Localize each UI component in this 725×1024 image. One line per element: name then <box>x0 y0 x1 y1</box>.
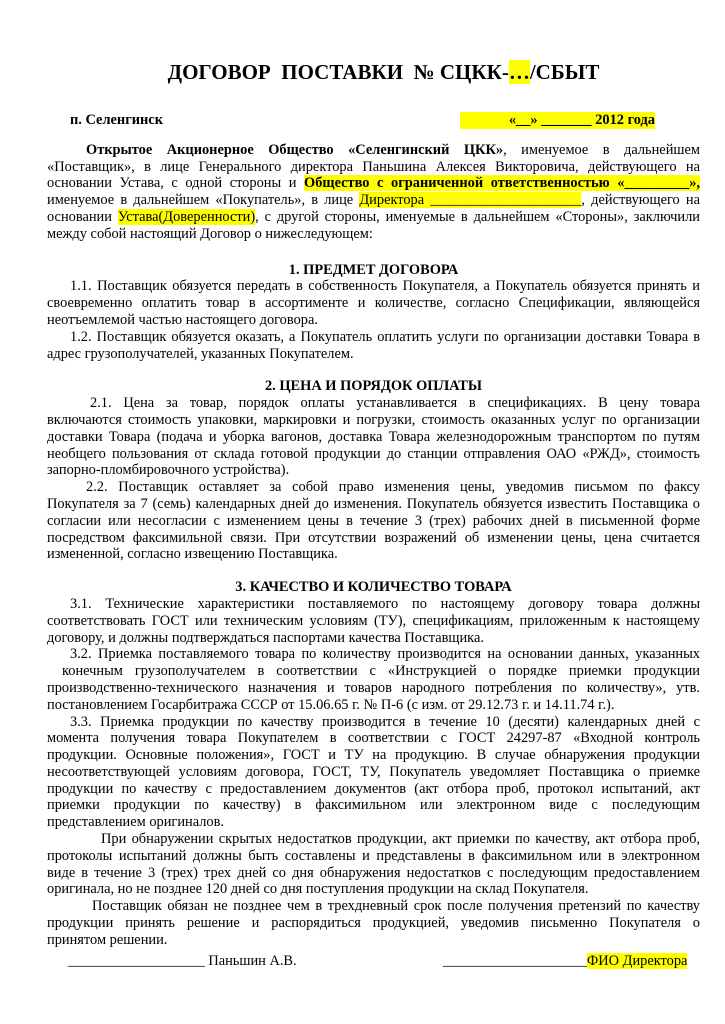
section-2 <box>47 378 700 563</box>
text-line <box>47 142 700 159</box>
text-line: договору, и должны подтверждаться паспортами качества Поставщика. <box>47 629 484 646</box>
text-line: своевременно оплатить товар в ассортименте и количестве, согласно Спецификации, являющейся <box>47 295 700 312</box>
text-segment: , действующего на <box>581 192 700 209</box>
text-line: запорно-пломбировочного устройства). <box>47 462 290 479</box>
contract-number-placeholder: … <box>508 60 530 84</box>
text-line: конечным грузополучателем в соответствии с «Инструкцией о порядке приемки продукции <box>62 663 700 680</box>
title-suffix: /СБЫТ <box>529 60 600 84</box>
text-line: адрес грузополучателей, указанных Покупателем. <box>47 345 354 362</box>
section-heading: 1. ПРЕДМЕТ ДОГОВОРА <box>288 261 459 278</box>
document-title <box>47 60 700 84</box>
section-1 <box>47 262 700 363</box>
text-line: посредством факсимильной связи. При отсутствии возражений об изменении цены, цена считается <box>47 529 700 546</box>
buyer-director-placeholder: Директора _____________________ <box>359 192 582 209</box>
claims-decision-paragraph <box>47 898 700 948</box>
section-3 <box>47 579 700 949</box>
text-line <box>47 175 700 192</box>
text-line: протоколы испытаний должны быть составлены и представлены в факсимильном или в электронном <box>47 847 700 864</box>
text-line: представлением оригиналов. <box>47 814 225 831</box>
supplier-signature <box>68 953 297 970</box>
text-line <box>47 226 700 243</box>
text-line: 3.1. Технические характеристики поставляемого по настоящему договору товара должны <box>70 595 700 612</box>
section-heading: 3. КАЧЕСТВО И КОЛИЧЕСТВО ТОВАРА <box>235 579 512 596</box>
buyer-authority-placeholder: Устава(Доверенности) <box>117 208 256 225</box>
clause-2-1 <box>47 395 700 479</box>
preamble-paragraph <box>47 142 700 243</box>
text-line: постановлением Госарбитража СССР от 15.06.65 г. № П-6 (с изм. от 29.12.73 г. и 14.11.74 г.). <box>47 696 615 713</box>
city-label: п. Селенгинск <box>70 112 163 128</box>
text-line: неотъемлемой частью настоящего договора. <box>47 311 318 328</box>
text-segment: основании <box>47 208 118 225</box>
text-segment: основании Устава, с одной стороны и <box>47 175 305 192</box>
text-line: 2.2. Поставщик оставляет за собой право изменения цены, уведомив письмом по факсу <box>86 479 700 496</box>
text-line: включаются стоимость упаковки, маркировки и погрузки, стоимость оказанных услуг по организации <box>47 411 700 428</box>
clause-3-3 <box>47 714 700 832</box>
clause-1-2 <box>47 329 700 363</box>
text-line: измененной, согласно извещению Поставщика. <box>47 546 338 563</box>
text-line: согласии или несогласии с изменением цены в течение 3 (трех) рабочих дней в письменной форме <box>47 512 700 529</box>
text-line: момента получения товара Покупателем в соответствии с ГОСТ 24297-87 «Входной контроль <box>47 730 700 747</box>
signature-line: ___________________ <box>68 952 205 969</box>
buyer-name-placeholder: Общество с ограниченной ответственностью «_________», <box>304 175 700 192</box>
text-segment: между собой настоящий Договор о нижеследующем: <box>47 225 373 242</box>
signature-block <box>47 953 700 970</box>
supplier-signatory-name: Паньшин А.В. <box>204 952 297 969</box>
text-line: несоответствующей условиям договора, ГОСТ, ТУ, Покупатель уведомляет Поставщика о приемке <box>47 763 700 780</box>
text-line: доставки Товара (подача и уборка вагонов, доставка Товара железнодорожным транспортом по путям <box>47 428 700 445</box>
text-line: 1.1. Поставщик обязуется передать в собственность Покупателя, а Покупатель обязуется принять и <box>70 278 700 295</box>
text-line: виде в течение 3 (трех) трех дней со дня обнаружения недостатков с последующим предоставлением <box>47 864 700 881</box>
text-line: продукции по качеству с предоставлением документов (акт отбора проб, протокол испытаний, акт <box>47 780 700 797</box>
text-line: необщего пользования от склада готовой продукции до станции отправления ОАО «РЖД», стоимость <box>47 445 700 462</box>
text-line: соответствовать ГОСТ или техническим условиям (ТУ), спецификациям, приложенным к настоящему <box>47 612 700 629</box>
text-line: продукции. Основные положения», ГОСТ и ТУ на продукцию. В случае обнаружения продукции <box>47 747 700 764</box>
supplier-name: Открытое Акционерное Общество «Селенгинский ЦКК» <box>86 141 504 158</box>
text-line <box>47 209 700 226</box>
text-line: Покупателя за 7 (семь) календарных дней до изменения. Покупатель обязуется известить Поставщика о <box>47 495 700 512</box>
text-line: При обнаружении скрытых недостатков продукции, акт приемки по качеству, акт отбора проб, <box>101 831 700 848</box>
hidden-defects-paragraph <box>47 831 700 898</box>
clause-2-2 <box>47 479 700 563</box>
text-segment: «Поставщик», в лице Генерального директора Паньшина Алексея Викторовича, действующего на <box>47 158 700 175</box>
text-segment: , с другой стороны, именуемые в дальнейшем «Стороны», заключили <box>255 208 700 225</box>
text-line: продукции принять решение и распорядиться продукцией, уведомив письменно Покупателя о <box>47 915 700 932</box>
clause-3-2 <box>47 646 700 713</box>
text-line: принятом решении. <box>47 931 168 948</box>
signature-line: ____________________ <box>443 952 587 969</box>
text-line: Поставщик обязан не позднее чем в трехдневный срок после получения претензий по качеству <box>92 898 700 915</box>
document-body <box>47 112 700 969</box>
text-line <box>47 159 700 176</box>
section-heading: 2. ЦЕНА И ПОРЯДОК ОПЛАТЫ <box>264 378 483 395</box>
clause-3-1 <box>47 596 700 646</box>
text-line: 3.3. Приемка продукции по качеству производится в течение 10 (десяти) календарных дней с <box>70 713 700 730</box>
text-line: 2.1. Цена за товар, порядок оплаты устанавливается в спецификациях. В цену товара <box>90 395 700 412</box>
text-line <box>47 192 700 209</box>
text-segment: , именуемое в дальнейшем <box>503 141 700 158</box>
text-line: 3.2. Приемка поставляемого товара по количеству производится на основании данных, указанных <box>70 646 700 663</box>
clause-1-1 <box>47 278 700 328</box>
place-date-row <box>47 112 700 129</box>
buyer-signatory-placeholder: ФИО Директора <box>586 952 688 969</box>
text-line: оригинала, но не позднее 120 дней со дня поступления продукции на склад Покупателя. <box>47 881 589 898</box>
text-line: приемки продукции по качеству) в факсимильном или электронном виде с последующим <box>47 797 700 814</box>
text-segment: именуемое в дальнейшем «Покупатель», в лице <box>47 192 360 209</box>
buyer-signature <box>443 953 687 970</box>
title-text: ДОГОВОР ПОСТАВКИ № СЦКК- <box>167 60 509 84</box>
date-placeholder: «__» _______ 2012 года <box>460 112 655 129</box>
text-line: 1.2. Поставщик обязуется оказать, а Покупатель оплатить услуги по организации доставки Товара в <box>70 328 700 345</box>
text-line: производственно-технического назначения и товаров народного потребления по количеству», утв. <box>47 679 700 696</box>
